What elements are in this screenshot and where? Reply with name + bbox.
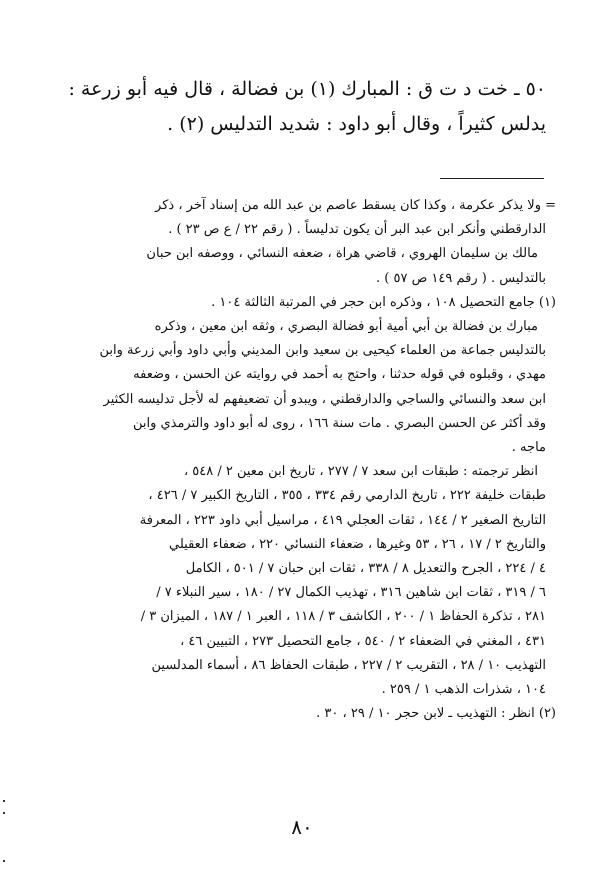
references-line: ٢٨١ ، تذكرة الحفاظ ١ / ٢٠٠ ، الكاشف ٣ / ١١٨ ، العبر ١ / ١٨٧ ، الميزان ٣ / <box>140 609 546 625</box>
footnote-continuation-line: الدارقطني وأنكر ابن عبد البر أن يكون تدليساً . ( رقم ٢٢ / ع ص ٢٣ ) . <box>168 222 546 238</box>
references-line: ٦ / ٣١٩ ، ثقات ابن شاهين ٣١٦ ، تهذيب الكمال ٢٧ / ١٨٠ ، سير النبلاء ٧ / <box>156 585 546 601</box>
references-line: ٤ / ٢٢٤ ، الجرح والتعديل ٨ / ٣٣٨ ، ثقات ابن حبان ٧ / ٥٠١ ، الكامل <box>185 561 546 577</box>
main-entry <box>60 72 546 142</box>
footnote-separator <box>440 178 544 179</box>
references-line: التاريخ الصغير ٢ / ١٤٤ ، ثقات العجلي ٤١٩ ، مراسيل أبي داود ٢٢٣ ، المعرفة <box>139 512 546 528</box>
footnotes <box>50 194 556 726</box>
page-number: ٨٠ <box>291 815 313 839</box>
footnote-1-line: وقد أكثر عن الحسن البصري . مات سنة ١٦٦ ، روى له أبو داود والترمذي وابن <box>132 415 546 431</box>
footnote-1-line: مبارك بن فضالة بن أبي أمية أبو فضالة البصري ، وثقه ابن معين ، وذكره <box>154 319 538 335</box>
references-line: التهذيب ١٠ / ٢٨ ، التقريب ٢ / ٢٢٧ ، طبقات الحفاظ ٨٦ ، أسماء المدلسين <box>151 657 546 673</box>
entry-line-2: يدلس كثيراً ، وقال أبو داود : شديد التدليس (٢) . <box>167 113 546 135</box>
scan-margin-marks <box>3 800 9 870</box>
references-line: ٤٣١ ، المغني في الضعفاء ٢ / ٥٤٠ ، جامع التحصيل ٢٧٣ ، التبيين ٤٦ ، <box>180 633 546 649</box>
footnote-1-line: ابن سعد والنسائي والساجي والدارقطني ، ويبدو أن تضعيفهم له لأجل تدليسه الكثير <box>103 391 546 407</box>
footnote-continuation-line: مالك بن سليمان الهروي ، قاضي هراة ، ضعفه النسائي ، ووصفه ابن حبان <box>146 246 538 262</box>
footnote-2: (٢) انظر : التهذيب ـ لابن حجر ١٠ / ٢٩ ، ٣٠ . <box>316 706 556 722</box>
footnote-1-line: مهدي ، وقبلوه في قوله حدثنا ، واحتج به أحمد في روايته عن الحسن ، وضعفه <box>133 367 546 383</box>
references-line: طبقات خليفة ٢٢٢ ، تاريخ الدارمي رقم ٣٣٤ ، ٣٥٥ ، التاريخ الكبير ٧ / ٤٢٦ ، <box>148 488 546 504</box>
footnote-continuation-line: = ولا يذكر عكرمة ، وكذا كان يسقط عاصم بن عبد الله من إسناد آخر ، ذكر <box>155 198 556 213</box>
references-line: والتاريخ ٢ / ١٧ ، ٢٦ ، ٥٣ وغيرها ، ضعفاء النسائي ٢٢٠ ، ضعفاء العقيلي <box>169 536 546 552</box>
footnote-1-line: ماجه . <box>511 440 546 456</box>
footnote-1-heading: (١) جامع التحصيل ١٠٨ ، وذكره ابن حجر في المرتبة الثالثة ١٠٤ . <box>211 294 556 310</box>
footnote-continuation-line: بالتدليس . ( رقم ١٤٩ ص ٥٧ ) . <box>376 270 546 286</box>
entry-line-1: ٥٠ ـ خت د ت ق : المبارك (١) بن فضالة ، قال فيه أبو زرعة : <box>68 78 546 100</box>
footnote-1-line: بالتدليس جماعة من العلماء كيحيى بن سعيد وابن المديني وأبي داود وأبي زرعة وابن <box>99 343 546 359</box>
references-line: ١٠٤ ، شذرات الذهب ١ / ٢٥٩ . <box>381 682 546 698</box>
references-line: انظر ترجمته : طبقات ابن سعد ٧ / ٢٧٧ ، تاريخ ابن معين ٢ / ٥٤٨ ، <box>183 464 538 480</box>
